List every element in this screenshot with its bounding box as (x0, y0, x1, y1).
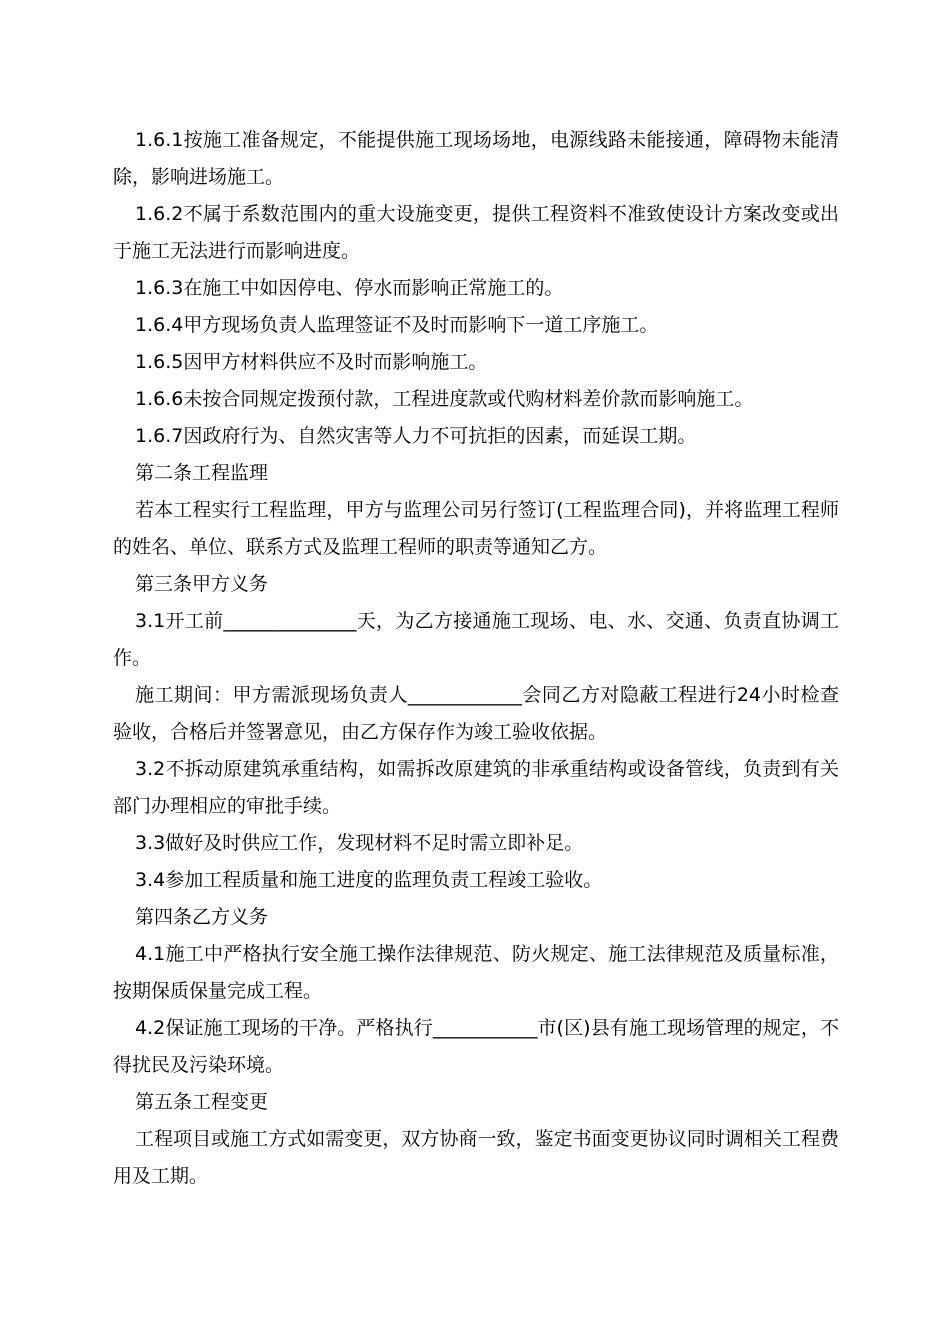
article-2-heading: 第二条工程监理 (135, 462, 269, 484)
clause-3-4: 3.4参加工程质量和施工进度的监理负责工程竣工验收。 (135, 869, 603, 891)
clause-1-6-7: 1.6.7因政府行为、自然灾害等人力不可抗拒的因素，而延误工期。 (135, 425, 697, 447)
construction-period-clause: 施工期间：甲方需派现场负责人____________会同乙方对隐蔽工程进行24小时检查验收，合格后并签署意见，由乙方保存作为竣工验收依据。 (113, 684, 839, 743)
article-4-heading: 第四条乙方义务 (135, 906, 269, 928)
clause-3-2: 3.2不拆动原建筑承重结构，如需拆改原建筑的非承重结构或设备管线，负责到有关部门办理相应的审批手续。 (113, 758, 839, 817)
clause-1-6-4: 1.6.4甲方现场负责人监理签证不及时而影响下一道工序施工。 (135, 314, 659, 336)
clause-1-6-1: 1.6.1按施工准备规定，不能提供施工现场场地，电源线路未能接通，障碍物未能清除，影响进场施工。 (113, 129, 839, 188)
clause-4-1: 4.1施工中严格执行安全施工操作法律规范、防火规定、施工法律规范及质量标准，按期保质保量完成工程。 (113, 943, 839, 1002)
article-3-heading: 第三条甲方义务 (135, 573, 269, 595)
clause-1-6-2: 1.6.2不属于系数范围内的重大设施变更，提供工程资料不准致使设计方案改变或出于施工无法进行而影响进度。 (113, 203, 839, 262)
article-5-heading: 第五条工程变更 (135, 1091, 269, 1113)
clause-1-6-3: 1.6.3在施工中如因停电、停水而影响正常施工的。 (135, 277, 564, 299)
clause-3-3: 3.3做好及时供应工作，发现材料不足时需立即补足。 (135, 832, 584, 854)
document-body (113, 122, 839, 1195)
clause-1-6-5: 1.6.5因甲方材料供应不及时而影响施工。 (135, 351, 488, 373)
clause-1-6-6: 1.6.6未按合同规定拨预付款，工程进度款或代购材料差价款而影响施工。 (135, 388, 754, 410)
article-2-body: 若本工程实行工程监理，甲方与监理公司另行签订(工程监理合同)，并将监理工程师的姓名、单位、联系方式及监理工程师的职责等通知乙方。 (113, 499, 839, 558)
clause-3-1: 3.1开工前______________天，为乙方接通施工现场、电、水、交通、负责直协调工作。 (113, 610, 839, 669)
clause-4-2: 4.2保证施工现场的干净。严格执行___________市(区)县有施工现场管理的规定，不得扰民及污染环境。 (113, 1017, 839, 1076)
article-5-body: 工程项目或施工方式如需变更，双方协商一致，鉴定书面变更协议同时调相关工程费用及工期。 (113, 1128, 839, 1187)
